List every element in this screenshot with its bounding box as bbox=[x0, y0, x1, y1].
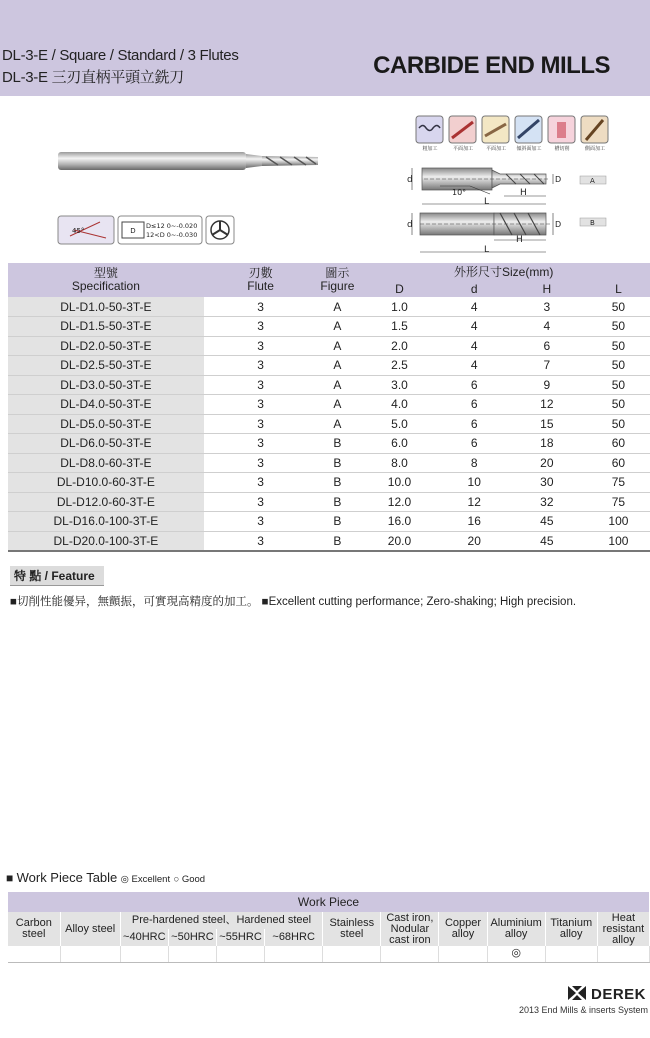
wp-col-heat: Heat resistant alloy bbox=[597, 912, 649, 946]
diagram-b-L-label: L bbox=[484, 245, 490, 255]
wp-col-cast: Cast iron, Nodular cast iron bbox=[381, 912, 439, 946]
cell-figure: A bbox=[317, 336, 357, 356]
col-H-header: H bbox=[507, 281, 587, 297]
wp-col-stainless: Stainless steel bbox=[323, 912, 381, 946]
cell-figure: A bbox=[317, 356, 357, 376]
cell-figure: B bbox=[317, 434, 357, 454]
cell-H: 3 bbox=[507, 297, 587, 317]
table-row bbox=[8, 375, 650, 395]
wp-col-hardened: Pre-hardened steel、Hardened steel bbox=[120, 912, 322, 929]
diagram-a-type: A bbox=[590, 177, 595, 185]
diagram-b-D-label: D bbox=[555, 220, 562, 229]
diagram-a-d-label: d bbox=[407, 175, 413, 185]
cell-d: 4 bbox=[442, 356, 507, 376]
icon-label-roughing: 粗加工 bbox=[422, 146, 438, 152]
size-group-header: 外形尺寸Size(mm) bbox=[357, 263, 650, 281]
cell-L: 60 bbox=[587, 453, 650, 473]
cell-d: 4 bbox=[442, 317, 507, 337]
table-row bbox=[8, 512, 650, 532]
feature-label: 特 點 / Feature bbox=[10, 566, 104, 586]
table-row bbox=[8, 336, 650, 356]
icon-label-facing-2: 平面加工 bbox=[485, 146, 507, 152]
diagram-a-H-label: H bbox=[520, 188, 527, 198]
cell-spec: DL-D20.0-100-3T-E bbox=[8, 531, 204, 551]
cell-D: 3.0 bbox=[357, 375, 441, 395]
tolerance-line-2: 12<D 0~-0.030 bbox=[146, 231, 198, 239]
cell-flute: 3 bbox=[204, 434, 318, 454]
cell-spec: DL-D6.0-50-3T-E bbox=[8, 434, 204, 454]
cell-D: 6.0 bbox=[357, 434, 441, 454]
wp-col-aluminium: Aluminium alloy bbox=[487, 912, 545, 946]
icon-label-slot: 槽切削 bbox=[554, 146, 570, 152]
cell-L: 50 bbox=[587, 356, 650, 376]
cell-d: 4 bbox=[442, 336, 507, 356]
cell-flute: 3 bbox=[204, 375, 318, 395]
three-flute-icon bbox=[206, 216, 234, 244]
table-row bbox=[8, 297, 650, 317]
wp-rating-55hrc bbox=[216, 946, 264, 962]
cell-spec: DL-D2.0-50-3T-E bbox=[8, 336, 204, 356]
cell-L: 50 bbox=[587, 336, 650, 356]
cell-H: 45 bbox=[507, 531, 587, 551]
helix-angle-label: 45° bbox=[72, 227, 85, 235]
cell-flute: 3 bbox=[204, 356, 318, 376]
tolerance-symbol: D bbox=[130, 227, 136, 235]
cell-flute: 3 bbox=[204, 453, 318, 473]
table-row bbox=[8, 356, 650, 376]
machining-icons bbox=[416, 116, 608, 143]
cell-figure: A bbox=[317, 395, 357, 415]
cell-d: 6 bbox=[442, 434, 507, 454]
diagram-b-d-label: d bbox=[407, 220, 413, 230]
cell-flute: 3 bbox=[204, 492, 318, 512]
icon-label-side: 側面加工 bbox=[584, 146, 606, 152]
col-D-header: D bbox=[357, 281, 441, 297]
cell-d: 6 bbox=[442, 375, 507, 395]
wp-col-alloy: Alloy steel bbox=[60, 912, 120, 946]
col-L-header: L bbox=[587, 281, 650, 297]
cell-L: 50 bbox=[587, 395, 650, 415]
cell-figure: B bbox=[317, 531, 357, 551]
tolerance-line-1: D≤12 0~-0.020 bbox=[146, 222, 198, 230]
cell-D: 12.0 bbox=[357, 492, 441, 512]
cell-flute: 3 bbox=[204, 336, 318, 356]
cell-H: 6 bbox=[507, 336, 587, 356]
cell-d: 4 bbox=[442, 297, 507, 317]
cell-H: 12 bbox=[507, 395, 587, 415]
spec-header-en: Specification bbox=[71, 279, 140, 293]
cell-flute: 3 bbox=[204, 317, 318, 337]
cell-L: 50 bbox=[587, 414, 650, 434]
cell-figure: A bbox=[317, 375, 357, 395]
figure-header-en: Figure bbox=[320, 279, 355, 293]
product-subtitle-cn: DL-3-E 三刃直柄平頭立銑刀 bbox=[2, 69, 184, 86]
cell-L: 100 bbox=[587, 512, 650, 532]
cell-H: 15 bbox=[507, 414, 587, 434]
wp-rating-carbon bbox=[8, 946, 60, 962]
cell-d: 10 bbox=[442, 473, 507, 493]
cell-d: 6 bbox=[442, 414, 507, 434]
cell-H: 45 bbox=[507, 512, 587, 532]
cell-flute: 3 bbox=[204, 531, 318, 551]
cell-spec: DL-D1.0-50-3T-E bbox=[8, 297, 204, 317]
derek-logo-icon bbox=[568, 986, 586, 1000]
diagram-a-angle: 10° bbox=[452, 188, 467, 197]
cell-d: 16 bbox=[442, 512, 507, 532]
wp-rating-stainless bbox=[323, 946, 381, 962]
cell-D: 2.5 bbox=[357, 356, 441, 376]
icon-label-facing: 平面加工 bbox=[452, 146, 474, 152]
flute-col-header bbox=[204, 263, 318, 297]
cell-D: 4.0 bbox=[357, 395, 441, 415]
cell-spec: DL-D10.0-60-3T-E bbox=[8, 473, 204, 493]
page-header bbox=[0, 0, 650, 96]
cell-figure: B bbox=[317, 492, 357, 512]
cell-L: 100 bbox=[587, 531, 650, 551]
cell-flute: 3 bbox=[204, 297, 318, 317]
cell-D: 20.0 bbox=[357, 531, 441, 551]
wp-col-titanium: Titanium alloy bbox=[545, 912, 597, 946]
cell-L: 50 bbox=[587, 375, 650, 395]
wp-rating-copper bbox=[439, 946, 487, 962]
cell-D: 16.0 bbox=[357, 512, 441, 532]
spec-col-header bbox=[8, 263, 204, 297]
diagram-type-a bbox=[412, 168, 606, 204]
figure-col-header bbox=[317, 263, 357, 297]
table-row bbox=[8, 317, 650, 337]
wp-rating-aluminium: ◎ bbox=[487, 946, 545, 962]
table-row bbox=[8, 453, 650, 473]
wp-rating-titanium bbox=[545, 946, 597, 962]
wp-rating-50hrc bbox=[168, 946, 216, 962]
diagram-type-b bbox=[412, 213, 606, 252]
specification-table bbox=[8, 263, 650, 552]
cell-H: 20 bbox=[507, 453, 587, 473]
cell-figure: A bbox=[317, 317, 357, 337]
cell-spec: DL-D16.0-100-3T-E bbox=[8, 512, 204, 532]
product-subtitle-en: DL-3-E / Square / Standard / 3 Flutes bbox=[2, 47, 239, 64]
brand-name: DEREK bbox=[590, 986, 646, 1003]
diagram-a-D-label: D bbox=[555, 175, 562, 184]
flute-header-en: Flute bbox=[247, 279, 274, 293]
wp-rating-alloy bbox=[60, 946, 120, 962]
cell-flute: 3 bbox=[204, 414, 318, 434]
cell-spec: DL-D5.0-50-3T-E bbox=[8, 414, 204, 434]
diagram-b-H-label: H bbox=[516, 235, 523, 245]
cell-H: 32 bbox=[507, 492, 587, 512]
table-row bbox=[8, 531, 650, 551]
cell-L: 50 bbox=[587, 297, 650, 317]
icon-label-slope: 傾斜面加工 bbox=[516, 146, 542, 152]
cell-d: 6 bbox=[442, 395, 507, 415]
table-row bbox=[8, 414, 650, 434]
wp-rating-heat bbox=[597, 946, 649, 962]
cell-flute: 3 bbox=[204, 512, 318, 532]
cell-figure: B bbox=[317, 453, 357, 473]
cell-d: 8 bbox=[442, 453, 507, 473]
cell-spec: DL-D1.5-50-3T-E bbox=[8, 317, 204, 337]
col-d-header: d bbox=[442, 281, 507, 297]
table-row bbox=[8, 492, 650, 512]
cell-figure: B bbox=[317, 473, 357, 493]
work-piece-header: Work Piece bbox=[8, 892, 650, 912]
wp-sub-68hrc: ~68HRC bbox=[265, 929, 323, 946]
work-piece-table bbox=[8, 892, 650, 963]
spec-header-cn: 型號 bbox=[93, 266, 118, 280]
diagram-a-L-label: L bbox=[484, 197, 490, 207]
wp-sub-40hrc: ~40HRC bbox=[120, 929, 168, 946]
cell-spec: DL-D12.0-60-3T-E bbox=[8, 492, 204, 512]
cell-L: 75 bbox=[587, 492, 650, 512]
figure-header-cn: 圖示 bbox=[325, 266, 350, 280]
cell-d: 12 bbox=[442, 492, 507, 512]
cell-figure: B bbox=[317, 512, 357, 532]
legend-excellent: ◎ Excellent bbox=[120, 874, 171, 885]
cell-spec: DL-D8.0-60-3T-E bbox=[8, 453, 204, 473]
cell-D: 1.5 bbox=[357, 317, 441, 337]
cell-flute: 3 bbox=[204, 473, 318, 493]
cell-D: 8.0 bbox=[357, 453, 441, 473]
table-row bbox=[8, 395, 650, 415]
cell-flute: 3 bbox=[204, 395, 318, 415]
feature-text: ■切削性能優异，無顫振，可實現高精度的加工。 ■Excellent cutting performance; Zero-shaking; High precision. bbox=[10, 596, 577, 608]
wp-sub-50hrc: ~50HRC bbox=[168, 929, 216, 946]
cell-figure: A bbox=[317, 414, 357, 434]
product-illustration-area bbox=[0, 100, 650, 260]
cell-H: 18 bbox=[507, 434, 587, 454]
cell-L: 75 bbox=[587, 473, 650, 493]
footer-caption: 2013 End Mills & inserts System bbox=[518, 1005, 648, 1015]
table-row bbox=[8, 473, 650, 493]
cell-D: 5.0 bbox=[357, 414, 441, 434]
wp-rating-cast bbox=[381, 946, 439, 962]
wp-rating-68hrc bbox=[265, 946, 323, 962]
cell-spec: DL-D3.0-50-3T-E bbox=[8, 375, 204, 395]
flute-header-cn: 刃數 bbox=[248, 266, 273, 280]
legend-good: ○ Good bbox=[173, 874, 206, 885]
wp-sub-55hrc: ~55HRC bbox=[216, 929, 264, 946]
cell-H: 9 bbox=[507, 375, 587, 395]
diagram-b-type: B bbox=[590, 219, 595, 227]
wp-col-copper: Copper alloy bbox=[439, 912, 487, 946]
cell-d: 20 bbox=[442, 531, 507, 551]
table-row bbox=[8, 434, 650, 454]
cell-L: 50 bbox=[587, 317, 650, 337]
brand-logo bbox=[568, 986, 646, 1003]
cell-figure: A bbox=[317, 297, 357, 317]
page-title: CARBIDE END MILLS bbox=[373, 52, 610, 79]
cell-spec: DL-D2.5-50-3T-E bbox=[8, 356, 204, 376]
cell-H: 4 bbox=[507, 317, 587, 337]
helix-angle-icon bbox=[58, 216, 114, 244]
work-piece-title bbox=[6, 870, 205, 885]
wp-rating-40hrc bbox=[120, 946, 168, 962]
cell-D: 1.0 bbox=[357, 297, 441, 317]
work-piece-title-text: Work Piece Table bbox=[16, 870, 118, 885]
cell-D: 2.0 bbox=[357, 336, 441, 356]
cell-spec: DL-D4.0-50-3T-E bbox=[8, 395, 204, 415]
cell-L: 60 bbox=[587, 434, 650, 454]
cell-H: 7 bbox=[507, 356, 587, 376]
end-mill-photo bbox=[58, 152, 318, 170]
cell-D: 10.0 bbox=[357, 473, 441, 493]
cell-H: 30 bbox=[507, 473, 587, 493]
work-piece-bullet: ■ bbox=[6, 871, 14, 885]
wp-col-carbon: Carbon steel bbox=[8, 912, 60, 946]
